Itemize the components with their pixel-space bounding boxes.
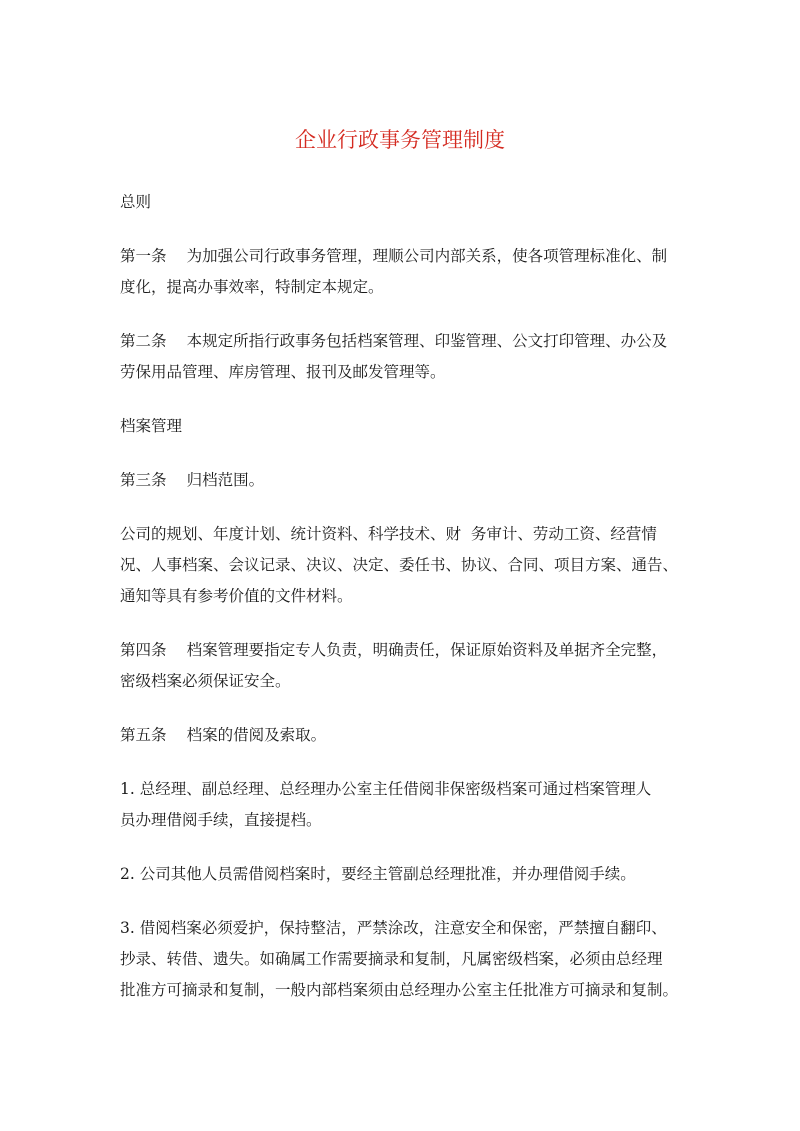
- paragraph-line: 1. 总经理、副总经理、总经理办公室主任借阅非保密级档案可通过档案管理人: [120, 780, 652, 798]
- article-4: [120, 635, 688, 697]
- article-text: 本规定所指行政事务包括档案管理、印鉴管理、公文打印管理、办公及: [186, 332, 668, 350]
- heading-text: 总则: [120, 193, 152, 211]
- document-title: 企业行政事务管理制度: [295, 128, 505, 152]
- article-text: 归档范围。: [186, 471, 265, 489]
- section-heading-archives: [120, 411, 688, 442]
- heading-text: 档案管理: [120, 417, 183, 435]
- article-3: [120, 465, 688, 496]
- article-label: 第一条: [120, 247, 167, 265]
- article-line: [120, 720, 688, 751]
- archive-scope-paragraph: [120, 519, 688, 612]
- article-label: 第五条: [120, 726, 167, 744]
- article-text: 档案的借阅及索取。: [186, 726, 327, 744]
- borrow-rule-1: [120, 774, 688, 836]
- article-2: [120, 326, 688, 388]
- article-text: 度化，提高办事效率，特制定本规定。: [120, 278, 384, 296]
- paragraph-line: 抄录、转借、遗失。如确属工作需要摘录和复制，凡属密级档案，必须由总经理: [120, 950, 663, 968]
- article-text: 密级档案必须保证安全。: [120, 672, 291, 690]
- paragraph-line: 3. 借阅档案必须爱护，保持整洁，严禁涂改，注意安全和保密，严禁擅自翻印、: [120, 919, 667, 937]
- article-label: 第三条: [120, 471, 167, 489]
- article-text: 为加强公司行政事务管理，理顺公司内部关系，使各项管理标准化、制: [186, 247, 668, 265]
- paragraph-line: 批准方可摘录和复制，一般内部档案须由总经理办公室主任批准方可摘录和复制。: [120, 981, 679, 999]
- article-text: 档案管理要指定专人负责，明确责任，保证原始资料及单据齐全完整，: [186, 641, 668, 659]
- article-line: [120, 326, 688, 357]
- article-label: 第二条: [120, 332, 167, 350]
- article-text: 劳保用品管理、库房管理、报刊及邮发管理等。: [120, 363, 446, 381]
- paragraph-line: 员办理借阅手续，直接提档。: [120, 811, 322, 829]
- article-line: [120, 465, 688, 496]
- article-label: 第四条: [120, 641, 167, 659]
- borrow-rule-2: [120, 859, 688, 890]
- article-1: [120, 241, 688, 303]
- paragraph-line: 通知等具有参考价值的文件材料。: [120, 587, 353, 605]
- paragraph-line: 公司的规划、年度计划、统计资料、科学技术、财 务审计、劳动工资、经营情: [120, 525, 657, 543]
- article-5: [120, 720, 688, 751]
- article-line: [120, 635, 688, 666]
- paragraph-line: 2. 公司其他人员需借阅档案时，要经主管副总经理批准，并办理借阅手续。: [120, 865, 636, 883]
- borrow-rule-3: [120, 913, 688, 1006]
- section-heading-general: [120, 187, 688, 218]
- paragraph-line: 况、人事档案、会议记录、决议、决定、委任书、协议、合同、项目方案、通告、: [120, 556, 679, 574]
- article-line: [120, 241, 688, 272]
